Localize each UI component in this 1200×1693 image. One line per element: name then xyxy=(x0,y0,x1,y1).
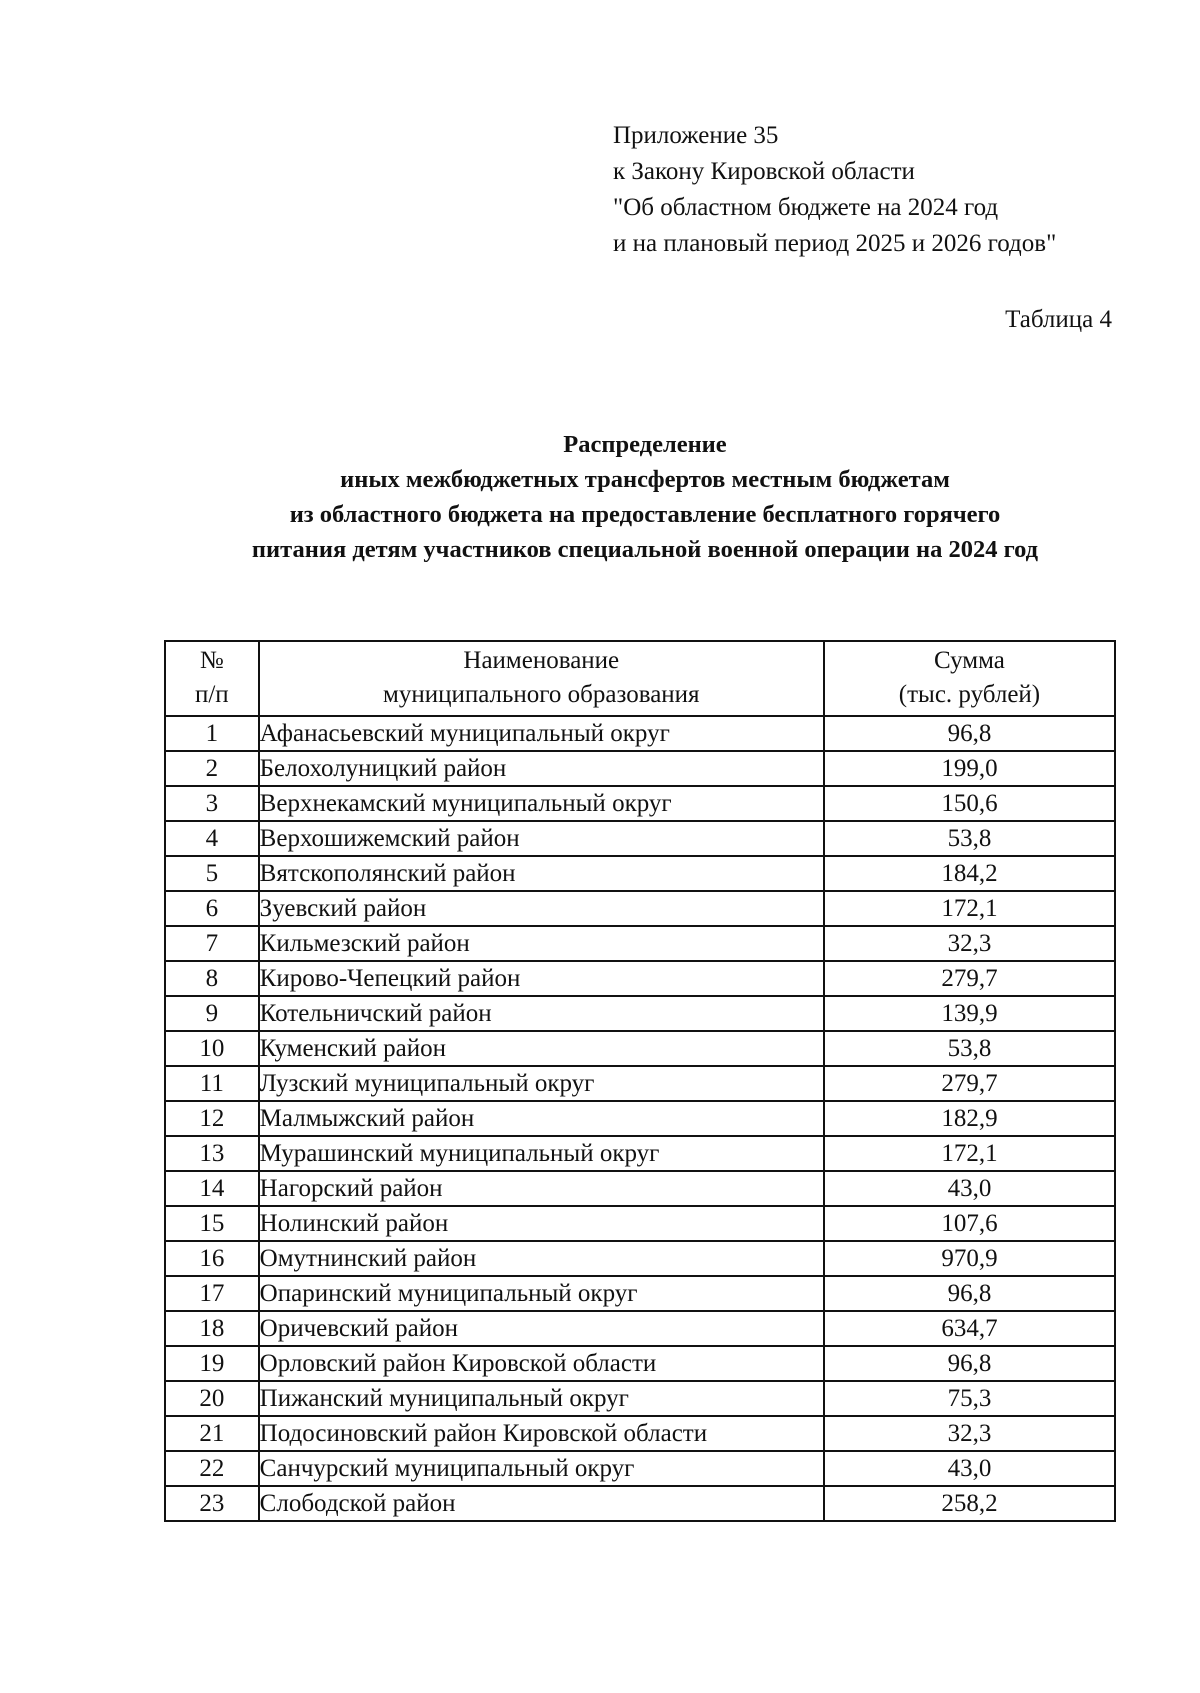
row-number: 15 xyxy=(165,1206,259,1241)
table-row xyxy=(165,821,1115,856)
column-header-line: муниципального образования xyxy=(383,681,700,708)
municipality-name: Оричевский район xyxy=(259,1311,824,1346)
table-row xyxy=(165,1136,1115,1171)
municipality-name: Котельничский район xyxy=(259,996,824,1031)
amount-value: 32,3 xyxy=(824,1416,1115,1451)
row-number: 23 xyxy=(165,1486,259,1521)
row-number: 1 xyxy=(165,716,259,751)
municipality-name: Пижанский муниципальный округ xyxy=(259,1381,824,1416)
amount-value: 150,6 xyxy=(824,786,1115,821)
table-row xyxy=(165,891,1115,926)
table-row xyxy=(165,1276,1115,1311)
municipality-name: Малмыжский район xyxy=(259,1101,824,1136)
row-number: 11 xyxy=(165,1066,259,1101)
amount-value: 182,9 xyxy=(824,1101,1115,1136)
municipality-name: Омутнинский район xyxy=(259,1241,824,1276)
amount-value: 53,8 xyxy=(824,1031,1115,1066)
amount-value: 199,0 xyxy=(824,751,1115,786)
municipality-name: Зуевский район xyxy=(259,891,824,926)
table-row xyxy=(165,1346,1115,1381)
amount-value: 107,6 xyxy=(824,1206,1115,1241)
amount-value: 75,3 xyxy=(824,1381,1115,1416)
municipality-name: Нолинский район xyxy=(259,1206,824,1241)
row-number: 13 xyxy=(165,1136,259,1171)
table-row xyxy=(165,926,1115,961)
municipality-name: Мурашинский муниципальный округ xyxy=(259,1136,824,1171)
appendix-reference xyxy=(613,118,1056,262)
municipality-name: Верхошижемский район xyxy=(259,821,824,856)
title-line: Распределение xyxy=(563,431,727,458)
municipality-name: Слободской район xyxy=(259,1486,824,1521)
table-row xyxy=(165,1311,1115,1346)
title-line: иных межбюджетных трансфертов местным бюджетам xyxy=(340,466,950,493)
appendix-line: и на плановый период 2025 и 2026 годов" xyxy=(613,230,1057,257)
document-title xyxy=(100,427,1190,567)
table-row xyxy=(165,1241,1115,1276)
table-row xyxy=(165,1486,1115,1521)
municipality-name: Верхнекамский муниципальный округ xyxy=(259,786,824,821)
appendix-line: Приложение 35 xyxy=(613,122,779,149)
amount-value: 53,8 xyxy=(824,821,1115,856)
municipality-name: Опаринский муниципальный округ xyxy=(259,1276,824,1311)
amount-value: 258,2 xyxy=(824,1486,1115,1521)
amount-value: 279,7 xyxy=(824,1066,1115,1101)
municipality-name: Орловский район Кировской области xyxy=(259,1346,824,1381)
distribution-table xyxy=(164,640,1116,1522)
amount-value: 634,7 xyxy=(824,1311,1115,1346)
table-row xyxy=(165,996,1115,1031)
row-number: 14 xyxy=(165,1171,259,1206)
row-number: 21 xyxy=(165,1416,259,1451)
column-header-line: Сумма xyxy=(934,647,1005,674)
row-number: 12 xyxy=(165,1101,259,1136)
municipality-name: Кирово-Чепецкий район xyxy=(259,961,824,996)
table-row xyxy=(165,1101,1115,1136)
table-number-label: Таблица 4 xyxy=(1005,306,1112,333)
column-header-line: п/п xyxy=(194,681,229,708)
column-header-name xyxy=(259,641,824,716)
table-header-row xyxy=(165,641,1115,716)
table-row xyxy=(165,751,1115,786)
appendix-line: к Закону Кировской области xyxy=(613,158,915,185)
appendix-line: "Об областном бюджете на 2024 год xyxy=(613,194,999,221)
row-number: 10 xyxy=(165,1031,259,1066)
table-row xyxy=(165,786,1115,821)
amount-value: 43,0 xyxy=(824,1451,1115,1486)
column-header-line: (тыс. рублей) xyxy=(898,681,1041,708)
row-number: 19 xyxy=(165,1346,259,1381)
table-row xyxy=(165,856,1115,891)
amount-value: 172,1 xyxy=(824,891,1115,926)
title-line: из областного бюджета на предоставление бесплатного горячего xyxy=(289,501,1001,528)
amount-value: 139,9 xyxy=(824,996,1115,1031)
row-number: 17 xyxy=(165,1276,259,1311)
row-number: 5 xyxy=(165,856,259,891)
row-number: 9 xyxy=(165,996,259,1031)
municipality-name: Лузский муниципальный округ xyxy=(259,1066,824,1101)
row-number: 2 xyxy=(165,751,259,786)
table-row xyxy=(165,961,1115,996)
column-header-line: № xyxy=(199,647,224,674)
table-row xyxy=(165,1031,1115,1066)
table-row xyxy=(165,1206,1115,1241)
municipality-name: Кильмезский район xyxy=(259,926,824,961)
row-number: 18 xyxy=(165,1311,259,1346)
amount-value: 32,3 xyxy=(824,926,1115,961)
amount-value: 184,2 xyxy=(824,856,1115,891)
row-number: 8 xyxy=(165,961,259,996)
row-number: 20 xyxy=(165,1381,259,1416)
amount-value: 96,8 xyxy=(824,1346,1115,1381)
municipality-name: Афанасьевский муниципальный округ xyxy=(259,716,824,751)
table-row xyxy=(165,1381,1115,1416)
amount-value: 970,9 xyxy=(824,1241,1115,1276)
municipality-name: Санчурский муниципальный округ xyxy=(259,1451,824,1486)
row-number: 16 xyxy=(165,1241,259,1276)
amount-value: 172,1 xyxy=(824,1136,1115,1171)
municipality-name: Подосиновский район Кировской области xyxy=(259,1416,824,1451)
municipality-name: Белохолуницкий район xyxy=(259,751,824,786)
municipality-name: Нагорский район xyxy=(259,1171,824,1206)
column-header-sum xyxy=(824,641,1115,716)
amount-value: 96,8 xyxy=(824,1276,1115,1311)
table-body xyxy=(165,716,1115,1521)
table-row xyxy=(165,1171,1115,1206)
municipality-name: Вятскополянский район xyxy=(259,856,824,891)
row-number: 4 xyxy=(165,821,259,856)
amount-value: 279,7 xyxy=(824,961,1115,996)
row-number: 22 xyxy=(165,1451,259,1486)
column-header-number xyxy=(165,641,259,716)
row-number: 3 xyxy=(165,786,259,821)
table-row xyxy=(165,1451,1115,1486)
row-number: 6 xyxy=(165,891,259,926)
table-row xyxy=(165,1416,1115,1451)
table-row xyxy=(165,716,1115,751)
table-row xyxy=(165,1066,1115,1101)
amount-value: 96,8 xyxy=(824,716,1115,751)
row-number: 7 xyxy=(165,926,259,961)
amount-value: 43,0 xyxy=(824,1171,1115,1206)
title-line: питания детям участников специальной военной операции на 2024 год xyxy=(251,536,1039,563)
column-header-line: Наименование xyxy=(463,647,620,674)
municipality-name: Куменский район xyxy=(259,1031,824,1066)
